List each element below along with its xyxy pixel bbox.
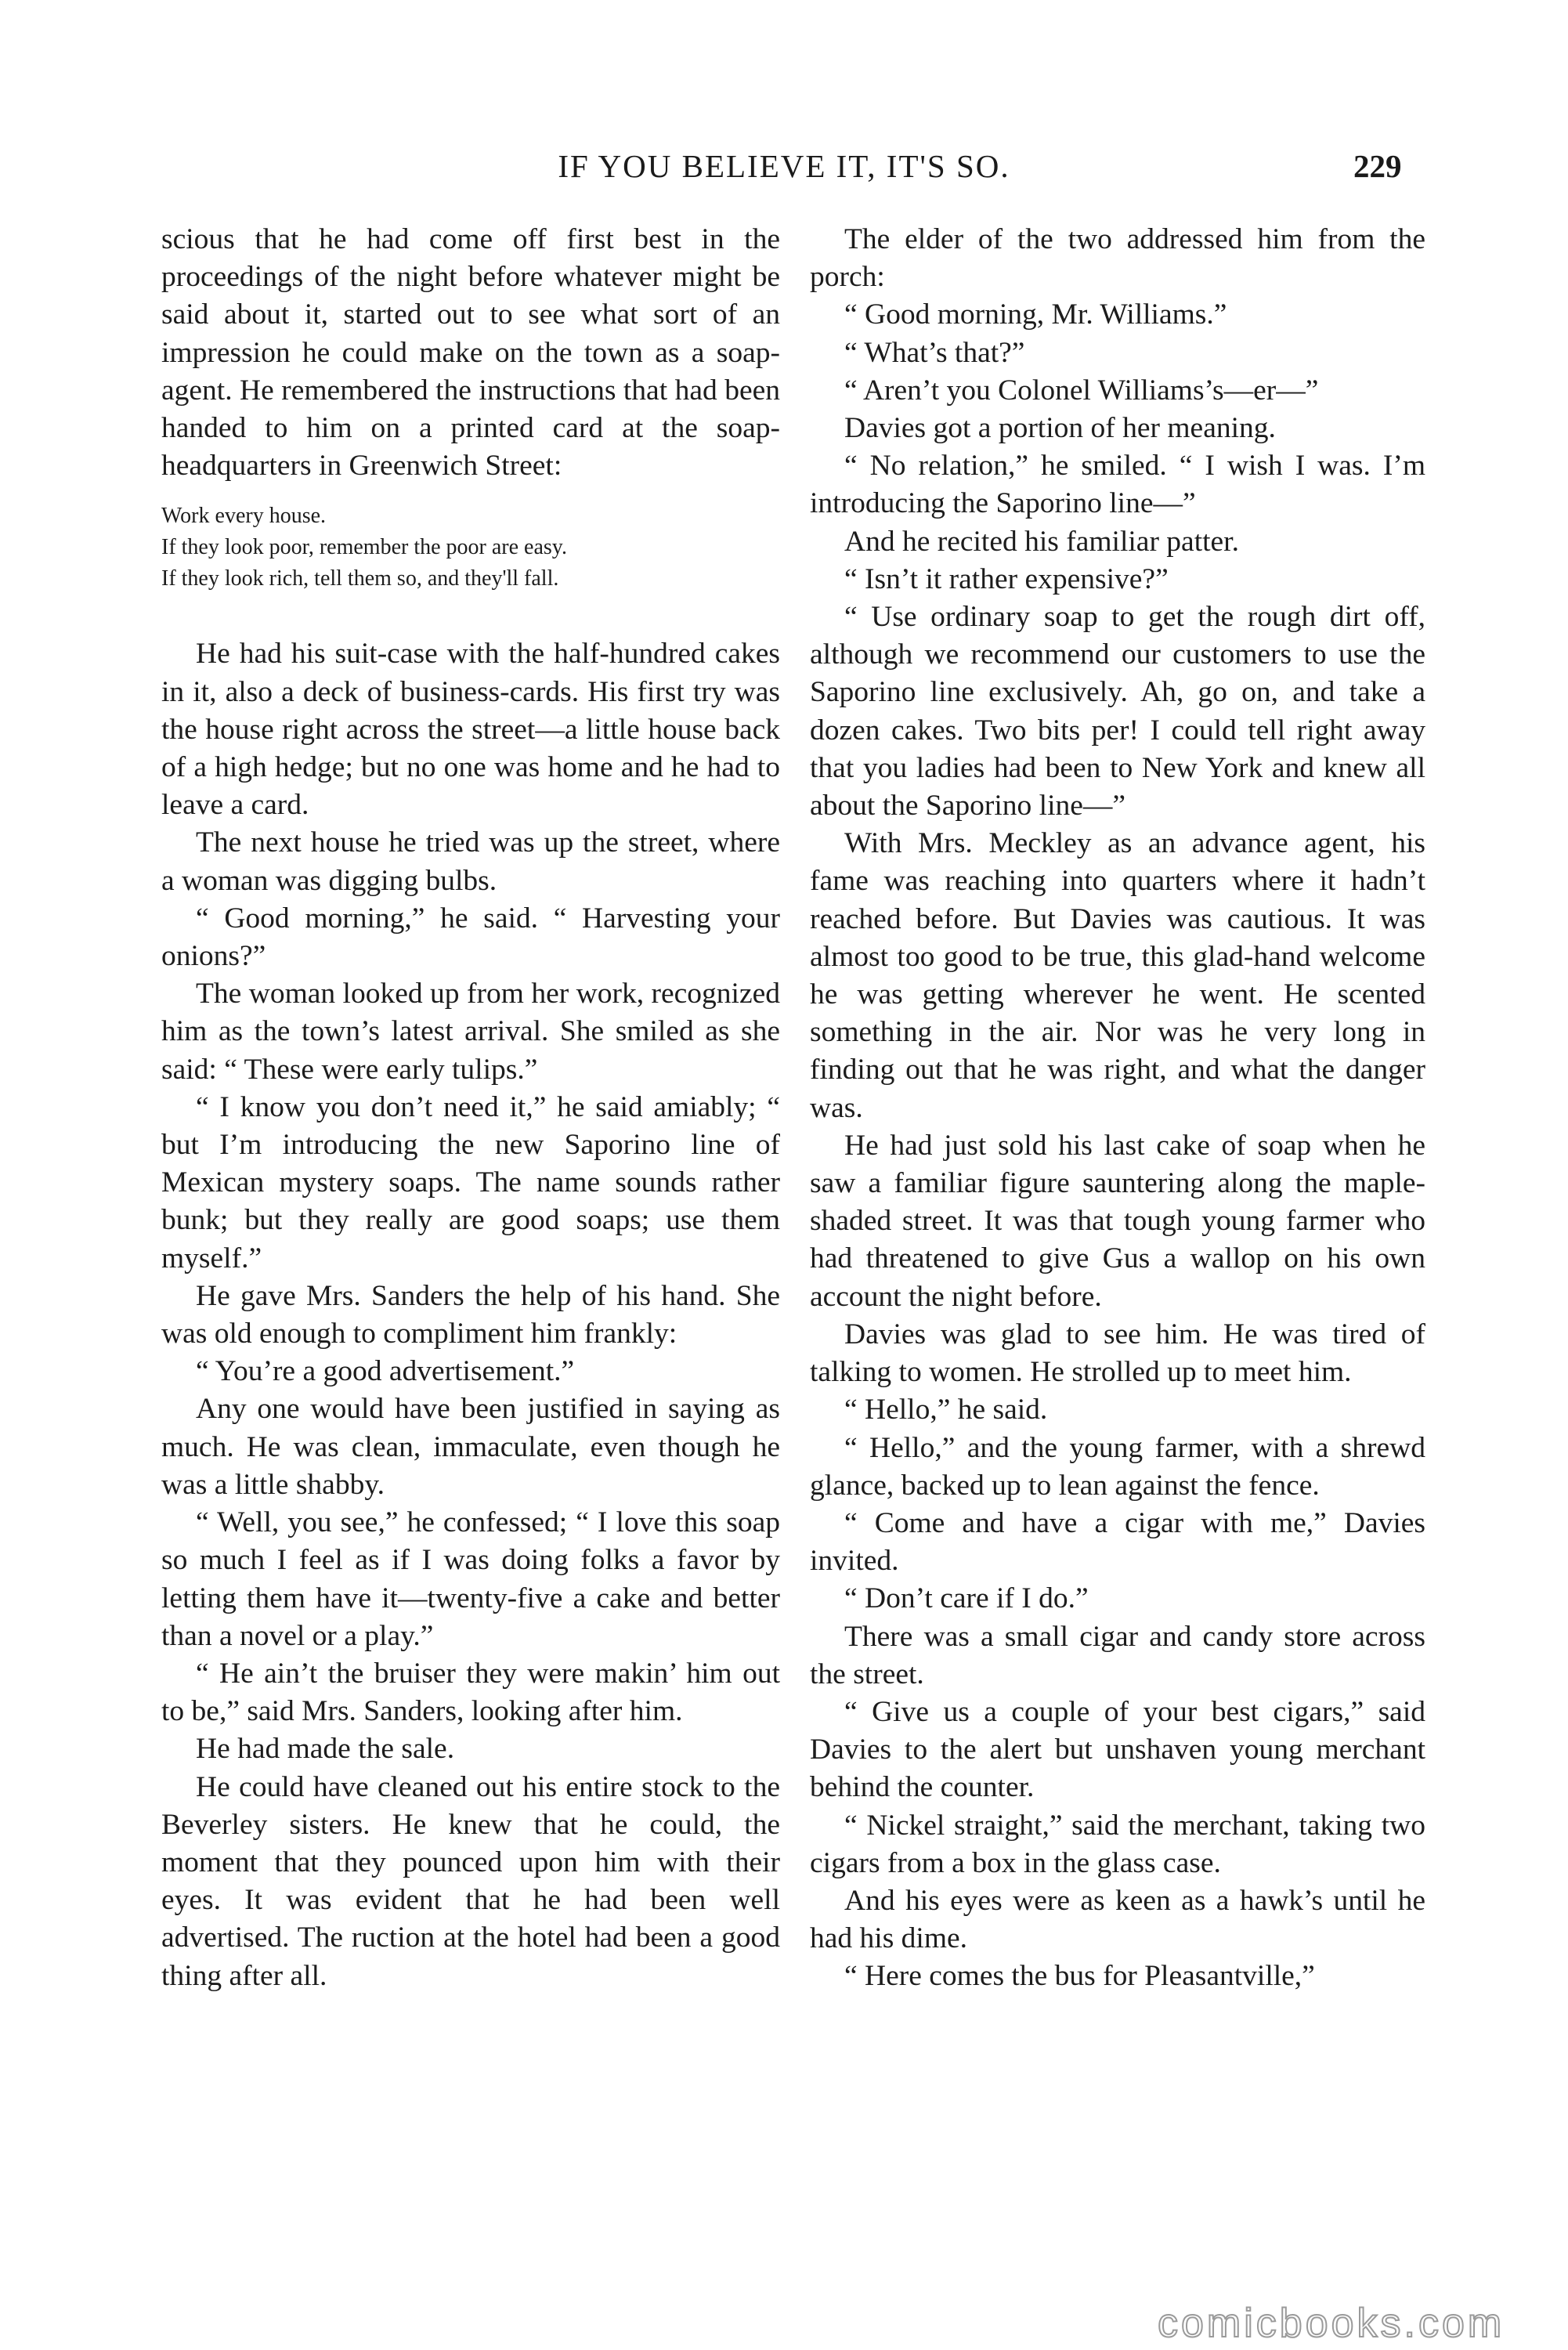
paragraph: The elder of the two addressed him from the porch: <box>810 223 1425 294</box>
paragraph: “ You’re a good advertisement.” <box>196 1355 575 1388</box>
instruction-line: If they look rich, tell them so, and they'll fall. <box>161 566 559 591</box>
instruction-line: If they look poor, remember the poor are easy. <box>161 535 567 560</box>
paragraph: “ Good morning, Mr. Williams.” <box>844 298 1227 331</box>
paragraph: Davies was glad to see him. He was tired of talking to women. He strolled up to meet him. <box>810 1318 1425 1389</box>
right-column <box>810 221 1425 1996</box>
instruction-card <box>161 501 780 595</box>
paragraph: “ Nickel straight,” said the merchant, taking two cigars from a box in the glass case. <box>810 1809 1425 1879</box>
instruction-line: Work every house. <box>161 504 327 529</box>
watermark-logo: comicbooks.com <box>1158 2301 1505 2346</box>
paragraph: He gave Mrs. Sanders the help of his hand. She was old enough to compliment him frankly: <box>161 1279 780 1350</box>
paragraph: “ What’s that?” <box>844 336 1025 369</box>
paragraph: “ Give us a couple of your best cigars,” said Davies to the alert but unshaven young merchant behind the counter. <box>810 1695 1425 1804</box>
paragraph: There was a small cigar and candy store across the street. <box>810 1620 1425 1690</box>
paragraph: And his eyes were as keen as a hawk’s until he had his dime. <box>810 1884 1425 1955</box>
paragraph: “ Don’t care if I do.” <box>844 1582 1089 1615</box>
paragraph: The next house he tried was up the street, where a woman was digging bulbs. <box>161 826 780 897</box>
paragraph: “ Hello,” and the young farmer, with a shrewd glance, backed up to lean against the fence. <box>810 1431 1425 1502</box>
paragraph: Davies got a portion of her meaning. <box>844 412 1276 445</box>
paragraph: Any one would have been justified in saying as much. He was clean, immaculate, even though he was a little shabby. <box>161 1393 780 1501</box>
paragraph: “ Here comes the bus for Pleasantville,” <box>844 1960 1315 1993</box>
paragraph: He had just sold his last cake of soap when he saw a familiar figure sauntering along the maple-shaded street. It was that tough young farmer who had threatened to give Gus a wallop on his own account the night before. <box>810 1129 1425 1313</box>
left-column <box>161 221 780 1995</box>
paragraph: He had his suit-case with the half-hundred cakes in it, also a deck of business-cards. His first try was the house right across the street—a little house back of a high hedge; but no one was home and he had to leave a card. <box>161 638 780 822</box>
paragraph: The woman looked up from her work, recognized him as the town’s latest arrival. She smiled as she said: “ These were early tulips.” <box>161 978 780 1086</box>
paragraph: He had made the sale. <box>196 1733 455 1766</box>
paragraph: With Mrs. Meckley as an advance agent, his fame was reaching into quarters where it hadn’t reached before. But Davies was cautious. It was almost too good to be true, this glad-hand welcome he was getting wherever he went. He scented something in the air. Nor was he very long in finding out that he was right, and what the danger was. <box>810 827 1425 1124</box>
paragraph: “ Isn’t it rather expensive?” <box>844 562 1169 595</box>
paragraph: “ No relation,” he smiled. “ I wish I was. I’m introducing the Saporino line—” <box>810 450 1425 520</box>
page-number: 229 <box>1353 148 1402 184</box>
paragraph: He could have cleaned out his entire stock to the Beverley sisters. He knew that he could, the moment that they pounced upon him with their eyes. It was evident that he had been well advertised. The ruction at the hotel had been a good thing after all. <box>161 1770 780 1992</box>
paragraph: scious that he had come off first best in the proceedings of the night before whatever might be said about it, started out to see what sort of an impression he could make on the town as a soap-agent. He remembered the instructions that had been handed to him on a printed card at the soap-headquarters in Greenwich Street: <box>161 223 780 483</box>
paragraph: “ Come and have a cigar with me,” Davies invited. <box>810 1506 1425 1578</box>
paragraph: “ Use ordinary soap to get the rough dirt off, although we recommend our customers to use the Saporino line exclusively. Ah, go on, and take a dozen cakes. Two bits per! I could tell right away that you ladies had been to New York and knew all about the Saporino line—” <box>810 601 1425 822</box>
running-head: IF YOU BELIEVE IT, IT'S SO. <box>558 148 1010 184</box>
paragraph: And he recited his familiar patter. <box>844 525 1239 558</box>
paragraph: “ I know you don’t need it,” he said amiably; “ but I’m introducing the new Saporino line of Mexican mystery soaps. The name sounds rather bunk; but they really are good soaps; use them myself.” <box>161 1090 780 1274</box>
paragraph: “ He ain’t the bruiser they were makin’ him out to be,” said Mrs. Sanders, looking after him. <box>161 1657 780 1728</box>
paragraph: “ Hello,” he said. <box>844 1394 1048 1426</box>
paragraph: “ Aren’t you Colonel Williams’s—er—” <box>844 374 1319 407</box>
paragraph: “ Good morning,” he said. “ Harvesting your onions?” <box>161 902 780 973</box>
paragraph: “ Well, you see,” he confessed; “ I love this soap so much I feel as if I was doing folks a favor by letting them have it—twenty-five a cake and better than a novel or a play.” <box>161 1506 780 1652</box>
